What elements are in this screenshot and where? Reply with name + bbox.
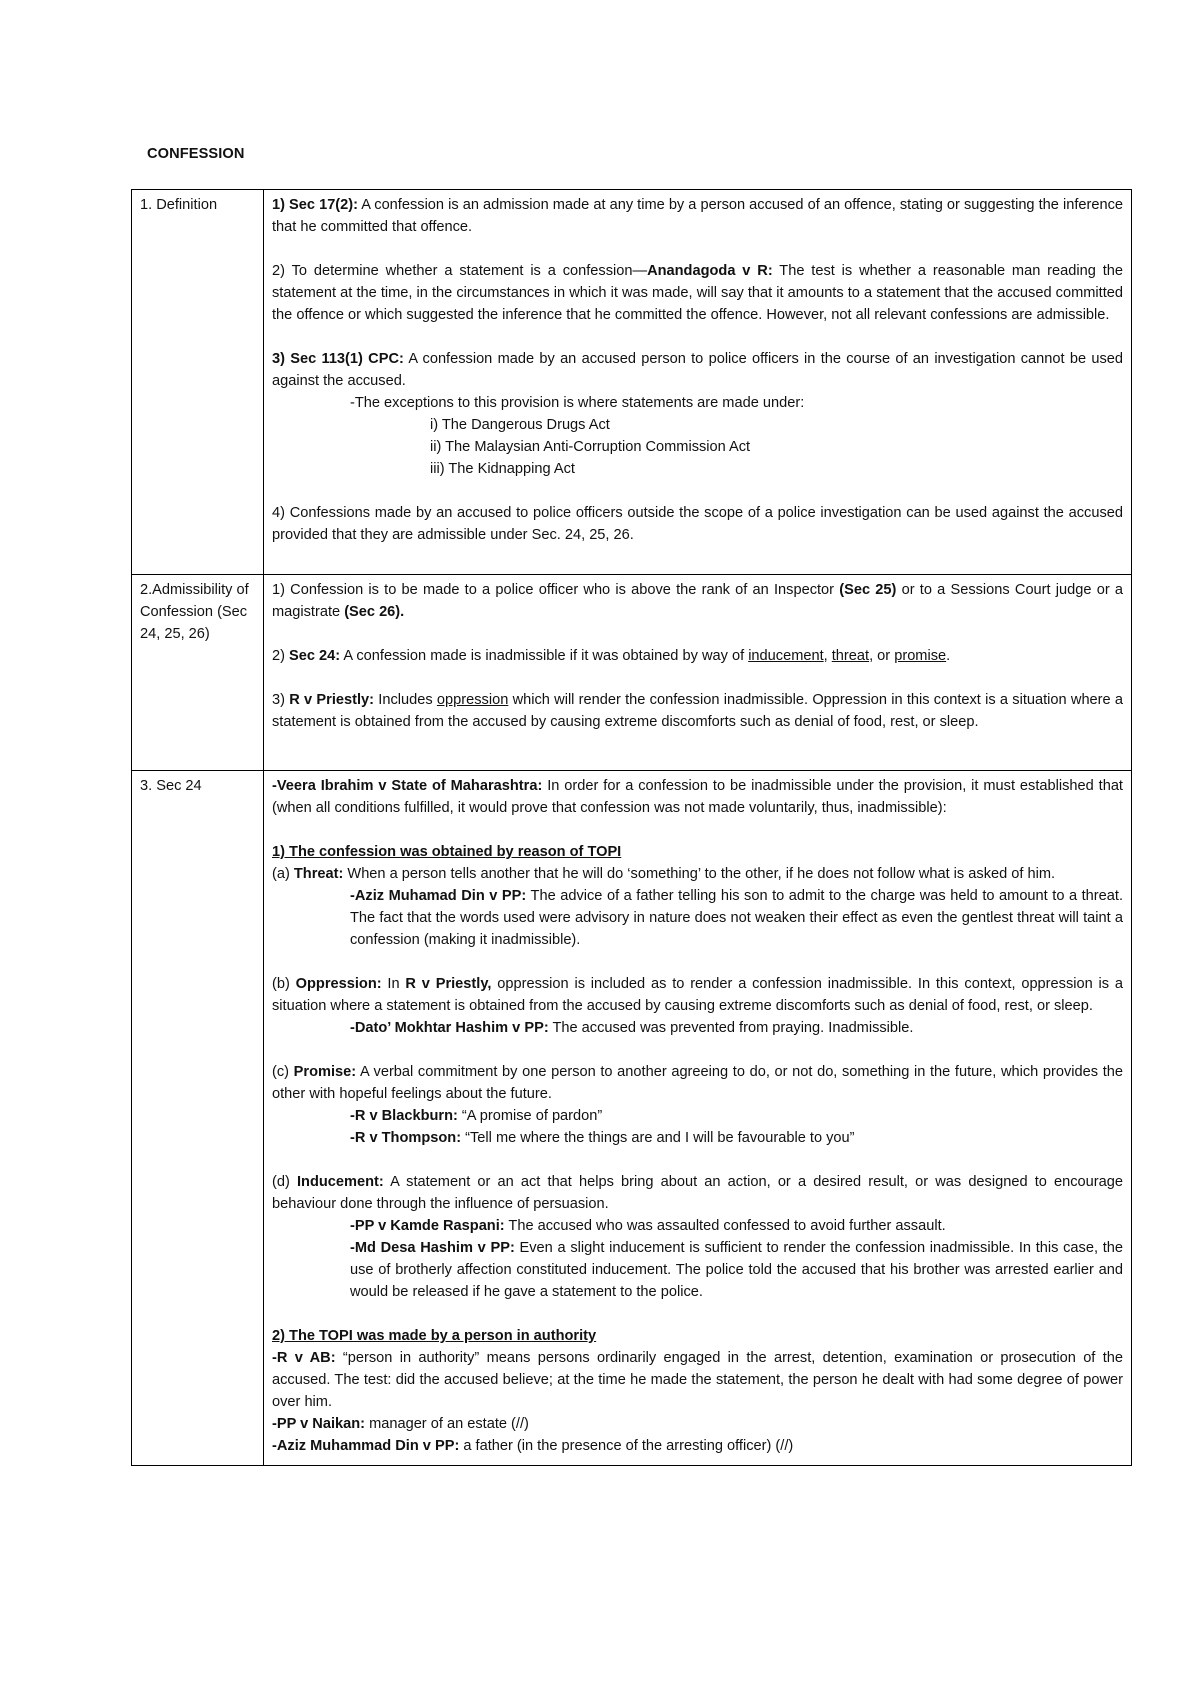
case-note: -Aziz Muhammad Din v PP: a father (in the presence of the arresting officer) (//) xyxy=(272,1438,794,1454)
paragraph: 3) Sec 113(1) CPC: A confession made by an accused person to police officers in the course of an investigation cannot be used against the accused. xyxy=(272,351,1123,389)
row-content-definition xyxy=(264,190,1132,575)
row-label-admissibility: 2.Admissibility of Confession (Sec 24, 25, 26) xyxy=(132,575,264,771)
case-note: -R v Blackburn: “A promise of pardon” xyxy=(350,1108,603,1124)
paragraph: (a) Threat: When a person tells another that he will do ‘something’ to the other, if he does not follow what is asked of him. xyxy=(272,866,1056,882)
paragraph: 4) Confessions made by an accused to police officers outside the scope of a police investigation can be used against the accused provided that they are admissible under Sec. 24, 25, 26. xyxy=(272,505,1123,543)
paragraph: 2) Sec 24: A confession made is inadmissible if it was obtained by way of inducement, threat, or promise. xyxy=(272,648,951,664)
paragraph: -R v AB: “person in authority” means persons ordinarily engaged in the arrest, detention, examination or prosecution of the accused. The test: did the accused believe; at the time he made the statement, the person he dealt with had some degree of power over him. xyxy=(272,1350,1123,1410)
row-label-sec24: 3. Sec 24 xyxy=(132,771,264,1466)
paragraph: -Veera Ibrahim v State of Maharashtra: In order for a confession to be inadmissible under the provision, it must established that (when all conditions fulfilled, it would prove that confession was not made voluntarily, thus, inadmissible): xyxy=(272,778,1123,816)
case-note: -Md Desa Hashim v PP: Even a slight inducement is sufficient to render the confession inadmissible. In this case, the use of brotherly affection constituted inducement. The police told the accused that his brother was arrested earlier and would be released if he gave a statement to the police. xyxy=(350,1240,1123,1300)
paragraph: 1) Confession is to be made to a police officer who is above the rank of an Inspector (Sec 25) or to a Sessions Court judge or a magistrate (Sec 26). xyxy=(272,582,1124,620)
confession-table xyxy=(131,189,1132,1466)
paragraph: (d) Inducement: A statement or an act that helps bring about an action, or a desired result, or was designed to encourage behaviour done through the influence of persuasion. xyxy=(272,1174,1123,1212)
case-note: -Dato’ Mokhtar Hashim v PP: The accused was prevented from praying. Inadmissible. xyxy=(350,1020,914,1036)
row-content-sec24 xyxy=(264,771,1132,1466)
table-row xyxy=(132,771,1132,1466)
table-row xyxy=(132,190,1132,575)
section-heading: 2) The TOPI was made by a person in authority xyxy=(272,1328,597,1344)
case-note: -R v Thompson: “Tell me where the things are and I will be favourable to you” xyxy=(350,1130,855,1146)
page-title: CONFESSION xyxy=(147,146,245,162)
paragraph: 1) Sec 17(2): A confession is an admission made at any time by a person accused of an offence, stating or suggesting the inference that he committed that offence. xyxy=(272,197,1124,235)
case-note: -PP v Naikan: manager of an estate (//) xyxy=(272,1416,529,1432)
section-heading: 1) The confession was obtained by reason of TOPI xyxy=(272,844,622,860)
row-label-definition: 1. Definition xyxy=(132,190,264,575)
exceptions-intro: -The exceptions to this provision is where statements are made under: xyxy=(350,395,805,411)
case-note: -PP v Kamde Raspani: The accused who was assaulted confessed to avoid further assault. xyxy=(350,1218,946,1234)
row-content-admissibility xyxy=(264,575,1132,771)
paragraph: (b) Oppression: In R v Priestly, oppression is included as to render a confession inadmissible. In this context, oppression is a situation where a statement is obtained from the accused by causing extreme discomforts such as denial of food, rest, or sleep. xyxy=(272,976,1124,1014)
paragraph: 2) To determine whether a statement is a confession—Anandagoda v R: The test is whether a reasonable man reading the statement at the time, in the circumstances in which it was made, will say that it amounts to a statement that the accused committed the offence or which suggested the inference that he committed the offence. However, not all relevant confessions are admissible. xyxy=(272,263,1124,323)
table-row xyxy=(132,575,1132,771)
list-item: iii) The Kidnapping Act xyxy=(430,461,575,477)
case-note: -Aziz Muhamad Din v PP: The advice of a father telling his son to admit to the charge was held to amount to a threat. The fact that the words used were advisory in nature does not weaken their effect as even the gentlest threat will taint a confession (making it inadmissible). xyxy=(350,888,1123,948)
paragraph: (c) Promise: A verbal commitment by one person to another agreeing to do, or not do, something in the future, which provides the other with hopeful feelings about the future. xyxy=(272,1064,1123,1102)
list-item: ii) The Malaysian Anti-Corruption Commission Act xyxy=(430,439,751,455)
paragraph: 3) R v Priestly: Includes oppression which will render the confession inadmissible. Oppression in this context is a situation where a statement is obtained from the accused by causing extreme discomforts such as denial of food, rest, or sleep. xyxy=(272,692,1124,730)
list-item: i) The Dangerous Drugs Act xyxy=(430,417,610,433)
